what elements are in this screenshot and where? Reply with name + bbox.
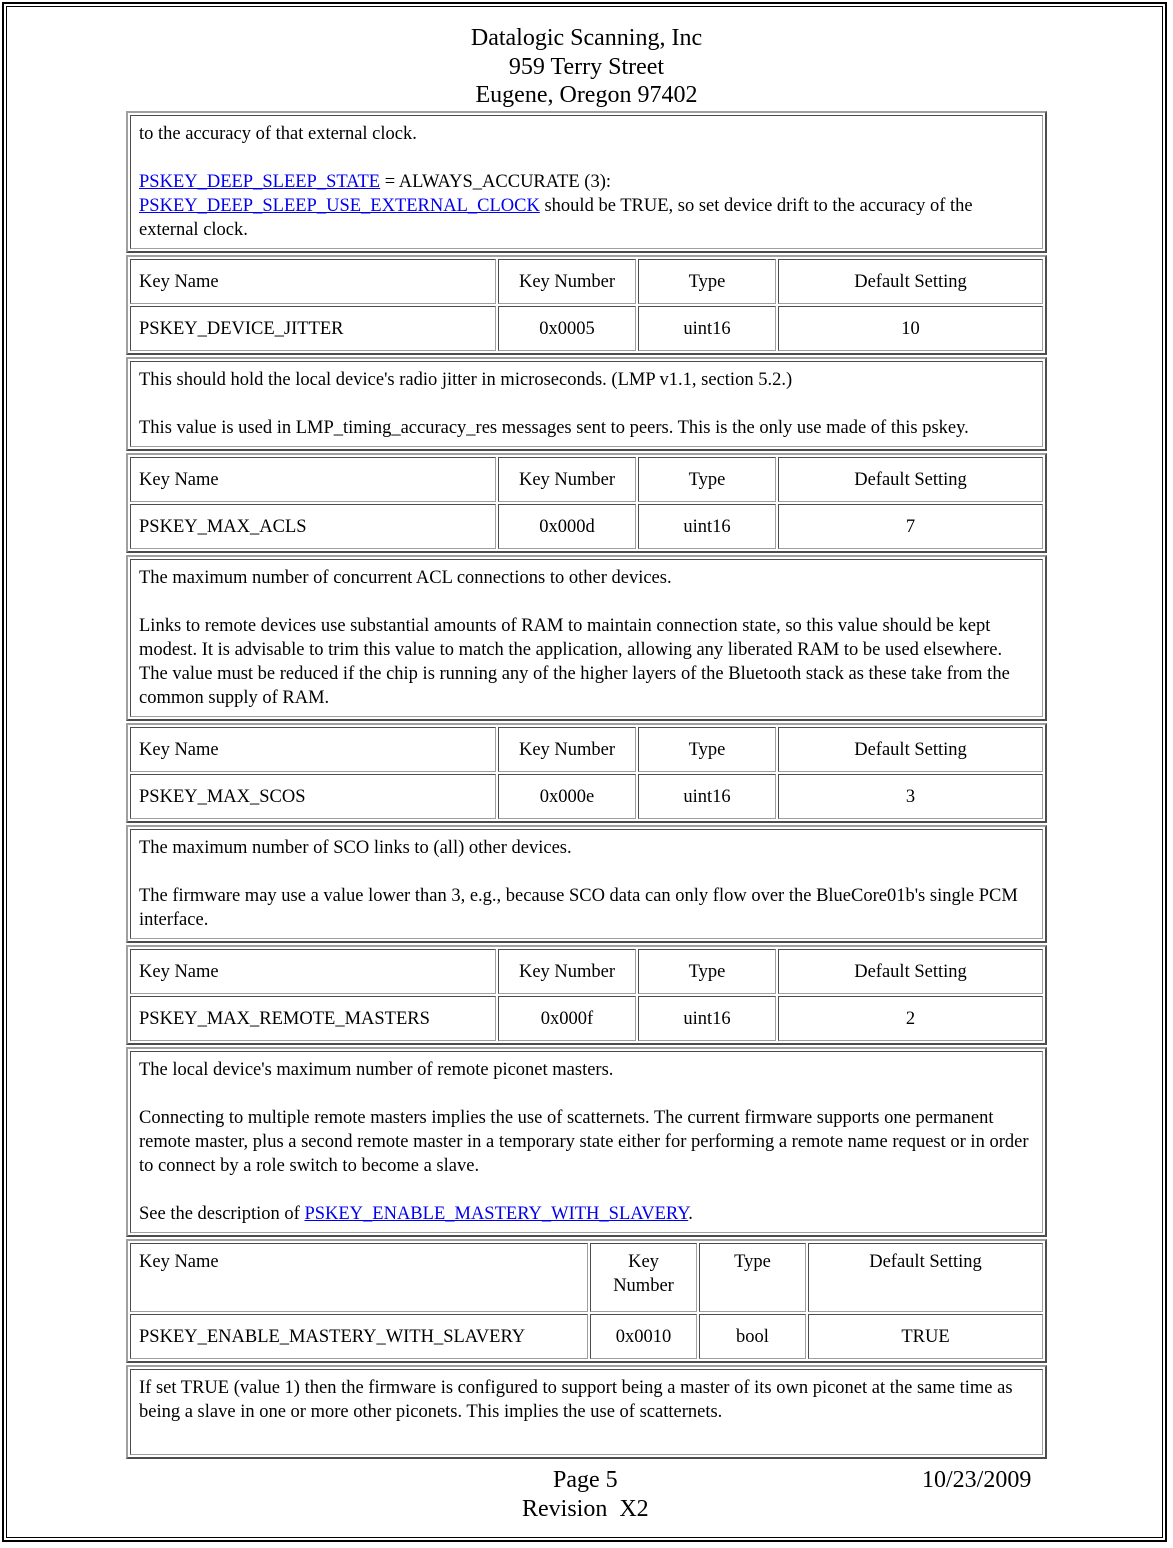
default-setting-header: Default Setting (808, 1243, 1043, 1312)
intro-block (126, 111, 1047, 253)
key-name-header: Key Name (130, 1243, 588, 1312)
key-name: PSKEY_MAX_ACLS (130, 504, 496, 549)
key-name: PSKEY_ENABLE_MASTERY_WITH_SLAVERY (130, 1314, 588, 1359)
key-name-header: Key Name (130, 949, 496, 994)
document-body (126, 111, 1047, 1461)
key-type: uint16 (638, 504, 776, 549)
key-table (126, 945, 1047, 1045)
key-name-header: Key Name (130, 727, 496, 772)
default-setting-header: Default Setting (778, 259, 1043, 304)
default-setting-header: Default Setting (778, 727, 1043, 772)
key-description: The maximum number of SCO links to (all) other devices. The firmware may use a value lower than 3, e.g., because SCO data can only flow over the BlueCore01b's single PCM interface. (130, 829, 1043, 939)
type-header: Type (638, 949, 776, 994)
deep-sleep-external-clock-link[interactable]: PSKEY_DEEP_SLEEP_USE_EXTERNAL_CLOCK (139, 196, 540, 216)
key-table-header-row (130, 259, 1043, 304)
company-street: 959 Terry Street (508, 53, 665, 80)
key-default: 10 (778, 306, 1043, 351)
key-name: PSKEY_DEVICE_JITTER (130, 306, 496, 351)
key-table (126, 1239, 1047, 1363)
type-header: Type (638, 259, 776, 304)
key-table-header-row (130, 727, 1043, 772)
key-table-row (130, 996, 1043, 1041)
key-number-header: Key Number (498, 949, 636, 994)
key-description-block (126, 555, 1047, 721)
key-default: 3 (778, 774, 1043, 819)
key-table-row (130, 1314, 1043, 1359)
company-name: Datalogic Scanning, Inc (470, 25, 703, 51)
page-number: Page 5 (553, 1467, 618, 1493)
key-description: This should hold the local device's radio jitter in microseconds. (LMP v1.1, section 5.2.) This value is used in LMP_timing_accuracy_res messages sent to peers. This is the only use made of this pskey. (130, 361, 1043, 447)
key-number: 0x000d (498, 504, 636, 549)
key-number: 0x000f (498, 996, 636, 1041)
key-default: TRUE (808, 1314, 1043, 1359)
key-number-header: Key Number (498, 727, 636, 772)
intro-line: to the accuracy of that external clock. (139, 124, 417, 144)
page-header (0, 24, 1173, 110)
intro-paragraph: PSKEY_DEEP_SLEEP_STATE = ALWAYS_ACCURATE (3): PSKEY_DEEP_SLEEP_USE_EXTERNAL_CLOCK should be TRUE, so set device drift to the accuracy of the external clock. (139, 172, 973, 240)
key-type: uint16 (638, 774, 776, 819)
key-name-header: Key Name (130, 259, 496, 304)
key-number-header: Key Number (498, 457, 636, 502)
key-type: uint16 (638, 996, 776, 1041)
key-table-header-row (130, 1243, 1043, 1312)
default-setting-header: Default Setting (778, 949, 1043, 994)
revision-label: Revision X2 (522, 1496, 649, 1522)
key-name: PSKEY_MAX_REMOTE_MASTERS (130, 996, 496, 1041)
key-table-row (130, 504, 1043, 549)
type-header: Type (699, 1243, 806, 1312)
key-table (126, 453, 1047, 553)
key-table (126, 723, 1047, 823)
key-number: 0x0010 (590, 1314, 697, 1359)
key-type: bool (699, 1314, 806, 1359)
key-table-header-row (130, 457, 1043, 502)
key-description-block (126, 357, 1047, 451)
intro-description (130, 115, 1043, 249)
key-number: 0x0005 (498, 306, 636, 351)
enable-mastery-with-slavery-link[interactable]: PSKEY_ENABLE_MASTERY_WITH_SLAVERY (304, 1204, 689, 1224)
key-type: uint16 (638, 306, 776, 351)
key-number-header: Key Number (590, 1243, 697, 1312)
key-description: If set TRUE (value 1) then the firmware is configured to support being a master of its own piconet at the same time as being a slave in one or more other piconets. This implies the use of scatternets. (130, 1369, 1043, 1455)
key-table (126, 255, 1047, 355)
see-also: See the description of PSKEY_ENABLE_MASTERY_WITH_SLAVERY. (139, 1204, 693, 1224)
key-number-header: Key Number (498, 259, 636, 304)
type-header: Type (638, 727, 776, 772)
footer-date: 10/23/2009 (922, 1467, 1032, 1493)
key-description-block (126, 825, 1047, 943)
key-description-block (126, 1047, 1047, 1237)
key-description: The local device's maximum number of remote piconet masters. Connecting to multiple remote masters implies the use of scatternets. The current firmware supports one permanent remote master, plus a second remote master in a temporary state either for performing a remote name request or in order to connect by a role switch to become a slave. See the description of PSKEY_ENABLE_MASTERY_WITH_SLAVERY. (130, 1051, 1043, 1233)
deep-sleep-state-link[interactable]: PSKEY_DEEP_SLEEP_STATE (139, 172, 381, 192)
key-default: 2 (778, 996, 1043, 1041)
key-description-block (126, 1365, 1047, 1459)
key-number: 0x000e (498, 774, 636, 819)
type-header: Type (638, 457, 776, 502)
key-default: 7 (778, 504, 1043, 549)
key-description: The maximum number of concurrent ACL connections to other devices. Links to remote devices use substantial amounts of RAM to maintain connection state, so this value should be kept modest. It is advisable to trim this value to match the application, allowing any liberated RAM to be used elsewhere. The value must be reduced if the chip is running any of the higher layers of the Bluetooth stack as these take from the common supply of RAM. (130, 559, 1043, 717)
key-table-header-row (130, 949, 1043, 994)
key-table-row (130, 306, 1043, 351)
key-name-header: Key Name (130, 457, 496, 502)
default-setting-header: Default Setting (778, 457, 1043, 502)
key-name: PSKEY_MAX_SCOS (130, 774, 496, 819)
company-city: Eugene, Oregon 97402 (475, 82, 698, 108)
key-table-row (130, 774, 1043, 819)
